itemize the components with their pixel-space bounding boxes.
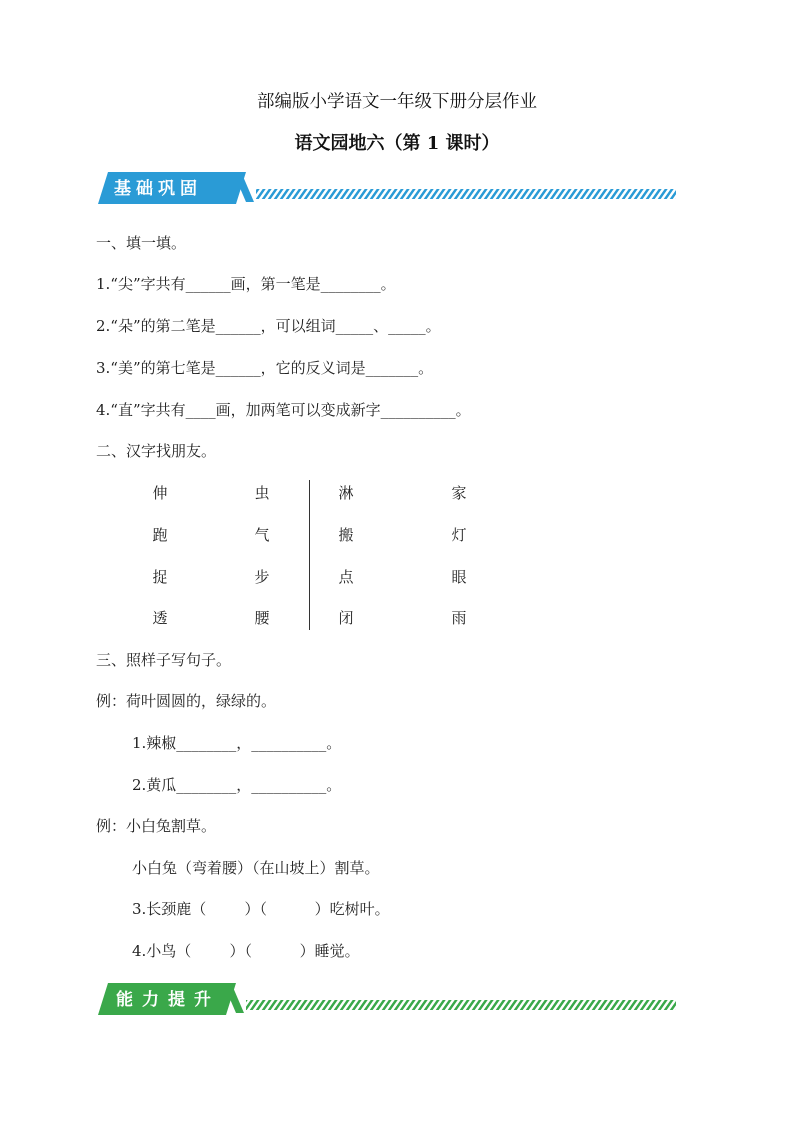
q1-heading: 一、填一填。 [96,234,187,252]
q3-example-2-answer: 小白兔（弯着腰）（在山坡上）割草。 [132,859,380,877]
q2-char: 透 [152,609,168,627]
q3-heading: 三、照样子写句子。 [96,651,232,669]
section-banner-advanced [96,981,676,1015]
doc-subtitle: 语文园地六（第 1 课时） [294,133,500,154]
q1-item-2: 2.“朵”的第二笔是______，可以组词_____、_____。 [96,317,441,335]
banner-basic-label: 基础巩固 [114,179,202,199]
q3-item-3: 3.长颈鹿（ ）（ ）吃树叶。 [132,900,390,918]
q2-char: 伸 [152,484,168,502]
q2-char: 点 [338,568,354,586]
q2-char: 虫 [254,484,270,502]
q2-heading: 二、汉字找朋友。 [96,442,217,460]
q2-char: 雨 [451,609,467,627]
q3-item-1: 1.辣椒________，__________。 [132,734,342,752]
q3-example-1: 例：荷叶圆圆的，绿绿的。 [96,692,277,710]
doc-title: 部编版小学语文一年级下册分层作业 [257,92,537,112]
q2-char: 跑 [152,526,168,544]
q1-item-4: 4.“直”字共有____画，加两笔可以变成新字__________。 [96,401,471,419]
q3-item-2: 2.黄瓜________，__________。 [132,776,342,794]
banner-advanced-label: 能力提升 [116,990,220,1010]
q2-char: 腰 [254,609,270,627]
q2-char: 搬 [338,526,354,544]
q3-example-2: 例：小白兔割草。 [96,817,217,835]
section-banner-basic [96,170,676,204]
q2-char: 家 [451,484,467,502]
q1-item-3: 3.“美”的第七笔是______，它的反义词是_______。 [96,359,434,377]
q2-char: 捉 [152,568,168,586]
q2-char: 淋 [338,484,354,502]
q2-char: 眼 [451,568,467,586]
q2-char: 闭 [338,609,354,627]
q2-char: 气 [254,526,270,544]
q1-item-1: 1.“尖”字共有______画，第一笔是________。 [96,275,396,293]
q3-item-4: 4.小鸟（ ）（ ）睡觉。 [132,942,360,960]
q2-char: 灯 [451,526,467,544]
q2-char: 步 [254,568,270,586]
q2-divider [309,480,310,630]
